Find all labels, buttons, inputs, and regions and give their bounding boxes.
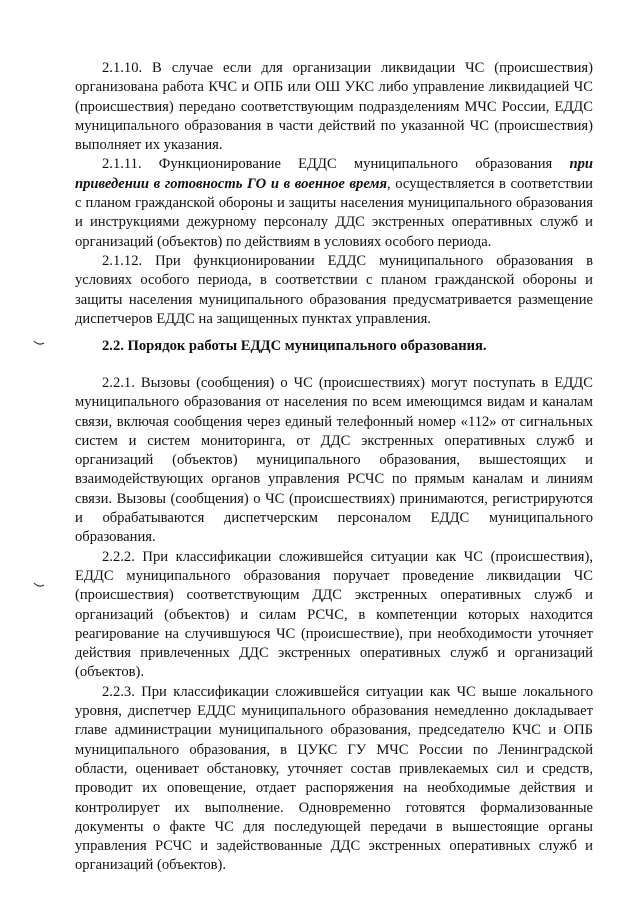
paragraph-2-2-2: 2.2.2. При классификации сложившейся ситуации как ЧС (происшествия), ЕДДС муниципального образования поручает проведение ликвидации ЧС (происшествия) соответствующим ДДС экстренных оперативных служб и организаций (объектов) и силам РСЧС, в компетенции которых находится реагирование на случившуюся ЧС (происшествие), при необходимости уточняет действия привлеченных ДДС экстренных оперативных служб и организаций (объектов). [75, 548, 593, 681]
paragraph-2-1-12: 2.1.12. При функционировании ЕДДС муниципального образования в условиях особого периода, в соответствии с планом гражданской обороны и защиты населения муниципального образования предусматривается размещение диспетчеров ЕДДС на защищенных пунктах управления. [75, 252, 593, 327]
paragraph-2-1-11-emphasis: при приведении в готовность ГО и в военное время [75, 156, 593, 192]
binding-hole-mark-upper [33, 340, 45, 346]
paragraph-2-2-1: 2.2.1. Вызовы (сообщения) о ЧС (происшествиях) могут поступать в ЕДДС муниципального образования от населения по всем имеющимся видам и каналам связи, включая сообщения через единый телефонный номер «112» от сигнальных систем и систем мониторинга, от ДДС экстренных оперативных служб и организаций (объектов) муниципального образования, вышестоящих и взаимодействующих органов управления РСЧС по прямым каналам и линиям связи. Вызовы (сообщения) о ЧС (происшествиях) принимаются, регистрируются и обрабатываются диспетчерским персоналом ЕДДС муниципального образования. [75, 375, 593, 546]
paragraph-2-1-10: 2.1.10. В случае если для организации ликвидации ЧС (происшествия) организована работа КЧС и ОПБ или ОШ УКС либо управление ликвидацией ЧС (происшествия) передано соответствующим подразделениям МЧС России, ЕДДС муниципального образования в части действий по указанной ЧС (происшествия) выполняет их указания. [75, 60, 593, 154]
section-2-1-block [75, 59, 593, 329]
binding-hole-mark-lower [33, 582, 45, 588]
paragraph-2-1-11-lead: 2.1.11. Функционирование ЕДДС муниципального образования [102, 156, 570, 173]
paragraph-2-1-11-rest: , осуществляется в соответствии с планом гражданской обороны и защиты населения муниципального образования и инструкциями дежурному персоналу ДДС экстренных оперативных служб и организаций (объектов) по действиям в условиях особого периода. [75, 175, 593, 250]
section-2-2-heading-block [75, 337, 593, 356]
section-heading-2-2: 2.2. Порядок работы ЕДДС муниципального образования. [102, 338, 487, 354]
paragraph-2-1-11 [75, 155, 593, 251]
paragraph-2-2-3: 2.2.3. При классификации сложившейся ситуации как ЧС выше локального уровня, диспетчер ЕДДС муниципального образования немедленно докладывает главе администрации муниципального образования, председателю КЧС и ОПБ муниципального образования, в ЦУКС ГУ МЧС России по Ленинградской области, оценивает обстановку, уточняет состав привлекаемых сил и средств, проводит их оповещение, отдает распоряжения на необходимые действия и контролирует их выполнение. Одновременно готовятся формализованные документы о факте ЧС для последующей передачи в вышестоящие органы управления РСЧС и задействованные ДДС экстренных оперативных служб и организаций (объектов). [75, 683, 593, 874]
section-2-2-block [75, 374, 593, 876]
